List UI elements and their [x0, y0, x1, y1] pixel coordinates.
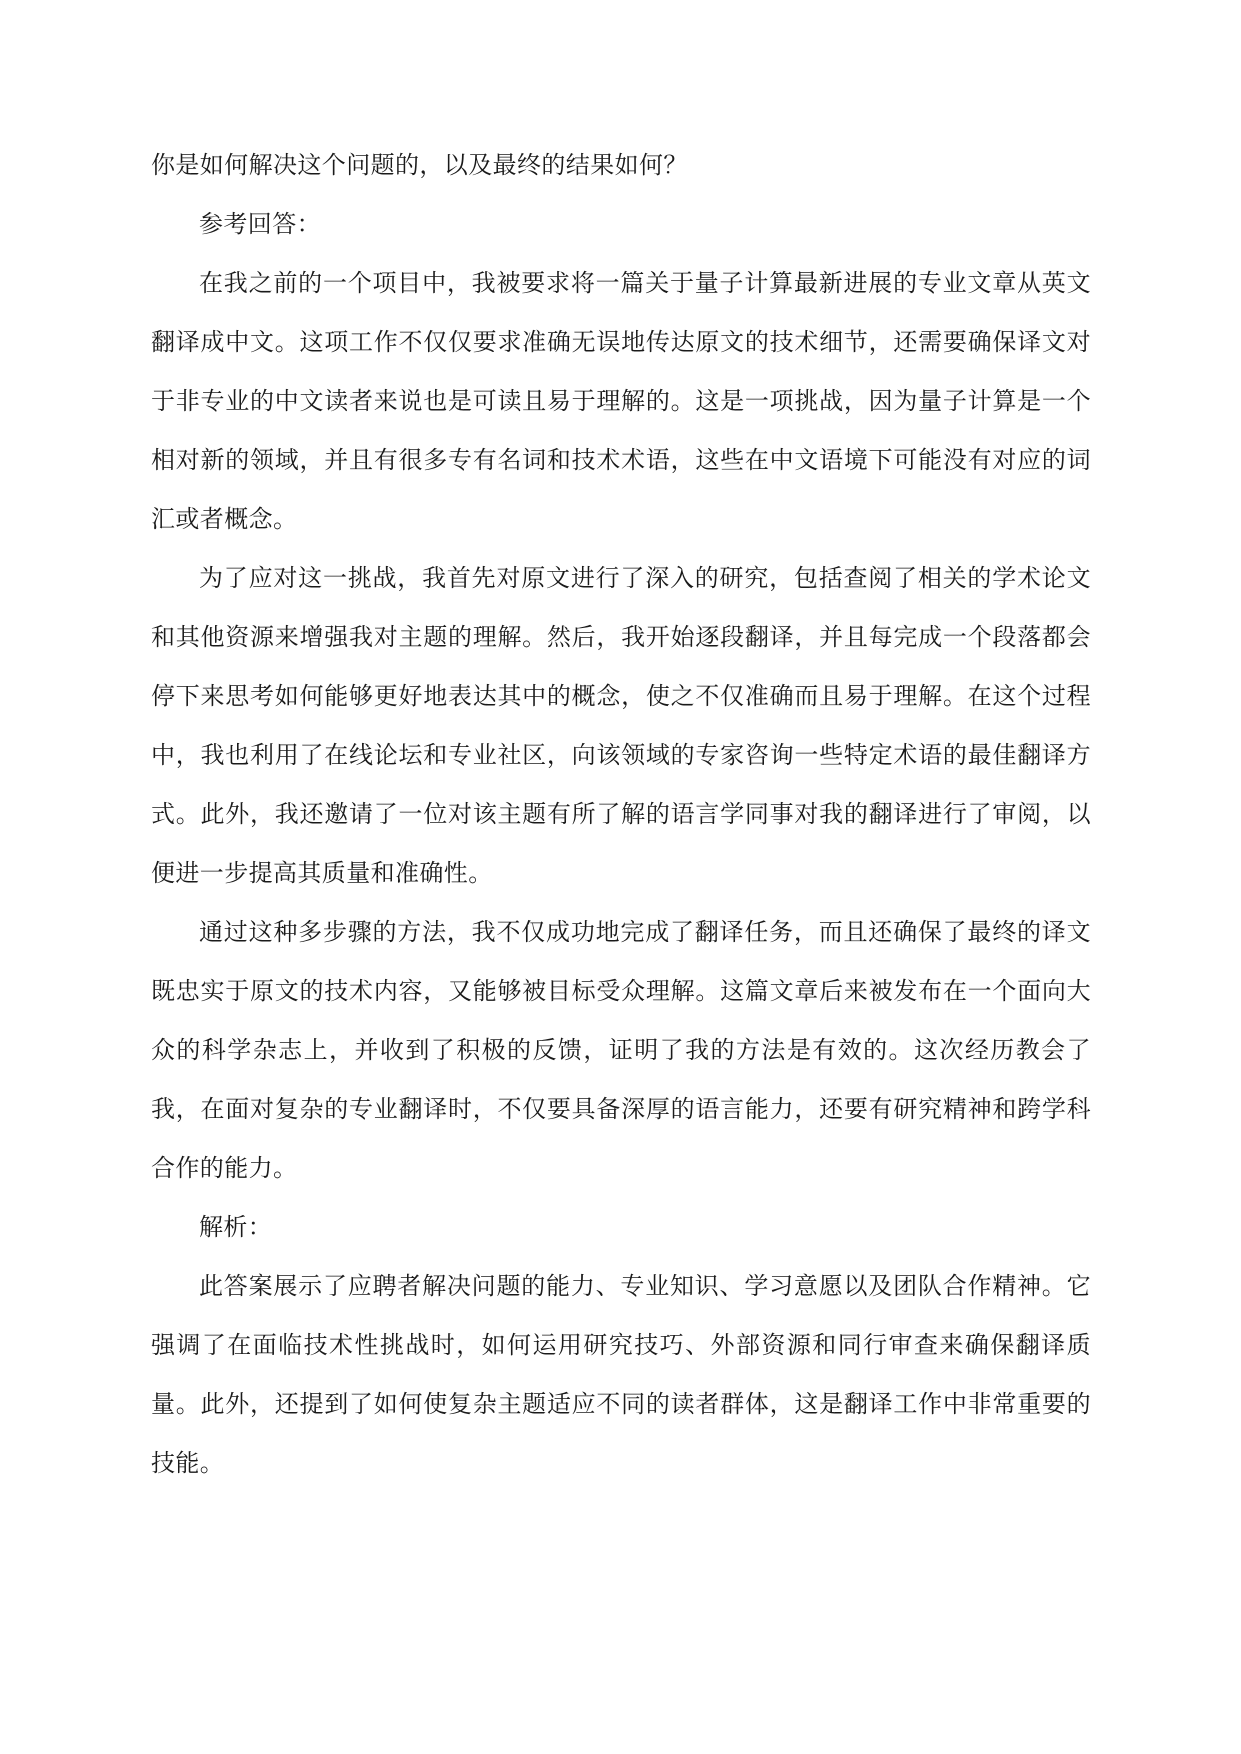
analysis-heading: 解析：: [199, 1213, 273, 1241]
answer-paragraph-1: 在我之前的一个项目中，我被要求将一篇关于量子计算最新进展的专业文章从英文翻译成中文。这项工作不仅仅要求准确无误地传达原文的技术细节，还需要确保译文对于非专业的中文读者来说也是可读且易于理解的。这是一项挑战，因为量子计算是一个相对新的领域，并且有很多专有名词和技术术语，这些在中文语境下可能没有对应的词汇或者概念。: [151, 269, 1091, 533]
answer-paragraph-2: 为了应对这一挑战，我首先对原文进行了深入的研究，包括查阅了相关的学术论文和其他资源来增强我对主题的理解。然后，我开始逐段翻译，并且每完成一个段落都会停下来思考如何能够更好地表达其中的概念，使之不仅准确而且易于理解。在这个过程中，我也利用了在线论坛和专业社区，向该领域的专家咨询一些特定术语的最佳翻译方式。此外，我还邀请了一位对该主题有所了解的语言学同事对我的翻译进行了审阅，以便进一步提高其质量和准确性。: [151, 564, 1091, 887]
reference-answer-heading: 参考回答：: [199, 210, 321, 238]
answer-paragraph-3: 通过这种多步骤的方法，我不仅成功地完成了翻译任务，而且还确保了最终的译文既忠实于原文的技术内容，又能够被目标受众理解。这篇文章后来被发布在一个面向大众的科学杂志上，并收到了积极的反馈，证明了我的方法是有效的。这次经历教会了我，在面对复杂的专业翻译时，不仅要具备深厚的语言能力，还要有研究精神和跨学科合作的能力。: [151, 918, 1091, 1182]
question-continuation: 你是如何解决这个问题的，以及最终的结果如何？: [151, 151, 688, 179]
document-body: [151, 136, 1091, 1493]
analysis-paragraph: 此答案展示了应聘者解决问题的能力、专业知识、学习意愿以及团队合作精神。它强调了在面临技术性挑战时，如何运用研究技巧、外部资源和同行审查来确保翻译质量。此外，还提到了如何使复杂主题适应不同的读者群体，这是翻译工作中非常重要的技能。: [151, 1272, 1091, 1477]
